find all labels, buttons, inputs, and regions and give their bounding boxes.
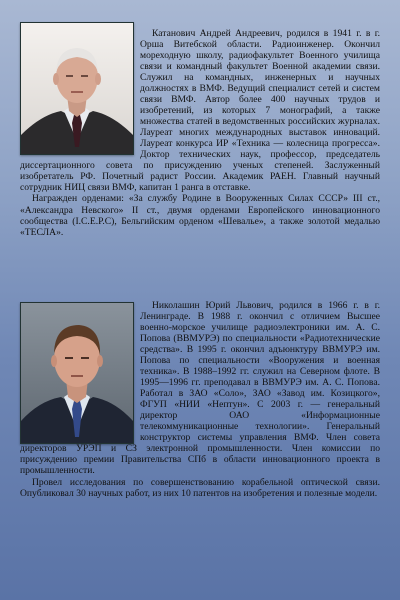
photo-spacer [20, 300, 140, 442]
bio-paragraph: Николашин Юрий Львович, родился в 1966 г. в г. Ленинграде. В 1988 г. окончил с отличием Высшее военно-морское училище радиоэлектроники им. А. С. Попова (ВВМУРЭ) по специальности «Радиотехнические средства». В 1995 г. окончил адъюнктуру ВВМУРЭ им. Попова по специальности «Вооружения и военная техника». В 1988–1992 гг. служил на Северном флоте. В 1995—1996 гг. преподавал в ВВМУРЭ им. А. С. Попова. Работал в ЗАО «Соло», ЗАО «Завод им. Козицкого», ФГУП «НИИ «Нептун». С 2003 г. — генеральный директор ОАО «Информационные телекоммуникационные технологии». Генеральный конструктор системы управления ВМФ. Член совета директоров УРЭП и СЗ электронной промышленности. Член комиссии по присуждению премии Правительства СПб в области инновационного проекта в промышленности. [20, 300, 380, 477]
photo-spacer [20, 28, 140, 159]
author-bio-nikolashin [20, 300, 380, 499]
bio-paragraph: Провел исследования по совершенствованию корабельной оптической связи. Опубликовал 30 научных работ, из них 10 патентов на изобретения и полезные модели. [20, 476, 380, 499]
author-bio-katanovich [20, 28, 380, 238]
bio-paragraph: Катанович Андрей Андреевич, родился в 1941 г. в г. Орша Витебской области. Радиоинженер. Окончил мореходную школу, радиофакультет Военного училища связи и командный факультет Военной академии связи. Служил на командных, инженерных и научных должностях в ВМФ. Ведущий специалист сетей и систем связи ВМФ. Автор более 400 научных трудов и изобретений, из которых 7 монографий, а также множества статей в ведомственных российских журналах. Лауреат многих международных выставок инноваций. Лауреат конкурса ИР «Техника — колесница прогресса». Доктор технических наук, профессор, председатель диссертационного совета по присуждению ученых степеней. Заслуженный изобретатель РФ. Почетный радист России. Академик РАЕН. Главный научный сотрудник НИЦ связи ВМФ, капитан 1 ранга в отставке. [20, 28, 380, 194]
bio-paragraph: Награжден орденами: «За службу Родине в Вооруженных Силах СССР» III ст., «Александра Невского» II ст., двумя орденами Европейского инновационного сообщества (I.C.E.P.C), Бельгийским орденом «Шевалье», а также золотой медалью «ТЕСЛА». [20, 193, 380, 238]
